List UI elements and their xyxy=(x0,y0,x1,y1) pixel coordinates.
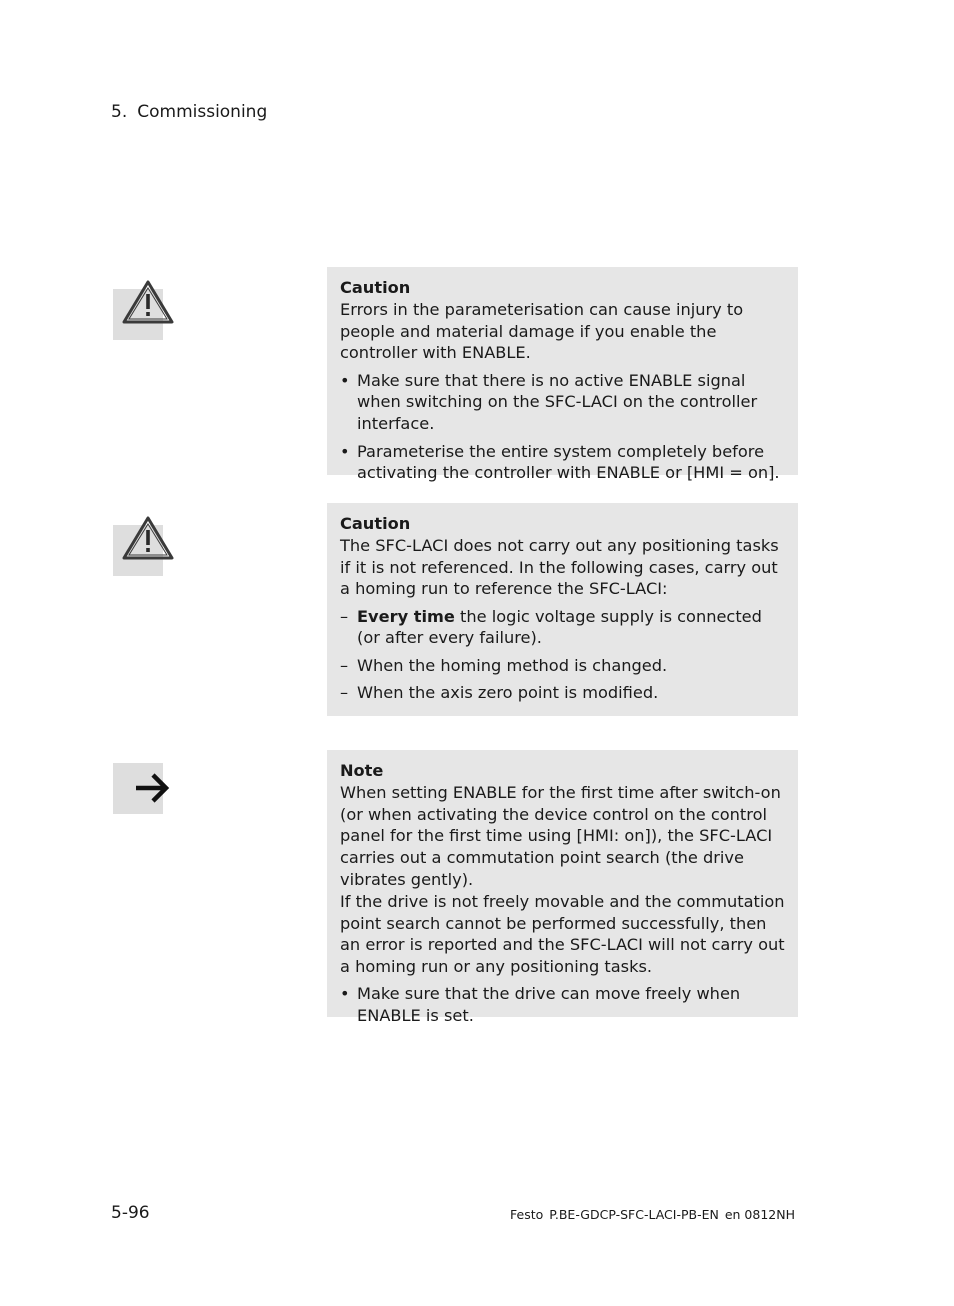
caution-title: Caution xyxy=(340,514,411,533)
dash-mark: – xyxy=(340,606,349,626)
chapter-number: 5. xyxy=(111,102,128,122)
list-item xyxy=(340,682,786,704)
list-item xyxy=(340,370,786,435)
warning-triangle-icon xyxy=(122,515,174,561)
caution-text: Errors in the parameterisation can cause injury to people and material damage if you enable the controller with ENABLE. xyxy=(340,299,744,363)
list-item xyxy=(340,655,786,677)
list-item-text: When the homing method is changed. xyxy=(357,655,668,675)
list-item xyxy=(340,606,786,650)
note-text: When setting ENABLE for the first time after switch-on (or when activating the device control on the control panel for the first time using [HMI: on]), the SFC-LACI carries out a commutation point search (the drive vibrates gently). xyxy=(340,782,781,889)
note-icon-box xyxy=(113,763,163,814)
page-number: 5-96 xyxy=(111,1203,150,1223)
warning-icon-box xyxy=(113,525,163,576)
list-item-text: Parameterise the entire system completely before activating the controller with ENABLE or [HMI = on]. xyxy=(357,441,780,483)
bullet-mark: • xyxy=(340,984,350,1004)
bullet-mark: • xyxy=(340,441,350,461)
list-item-text: When the axis zero point is modified. xyxy=(357,683,659,703)
note-text-2: If the drive is not freely movable and the commutation point search cannot be performed successfully, then an error is reported and the SFC-LACI will not carry out a homing run or any positioning tasks. xyxy=(340,891,785,977)
caution-text: The SFC-LACI does not carry out any positioning tasks if it is not referenced. In the following cases, carry out a homing run to reference the SFC-LACI: xyxy=(340,535,779,599)
chapter-title: Commissioning xyxy=(137,102,268,122)
caution-box-referencing xyxy=(327,503,798,716)
dash-mark: – xyxy=(340,683,349,703)
company-name: Festo xyxy=(510,1207,544,1222)
list-item-text: the logic voltage supply is connected (or after every failure). xyxy=(357,606,762,648)
document-footer xyxy=(510,1207,795,1222)
list-item-text: Make sure that the drive can move freely when ENABLE is set. xyxy=(357,984,741,1026)
caution-list xyxy=(340,370,786,484)
note-title: Note xyxy=(340,761,384,780)
warning-triangle-icon xyxy=(122,279,174,325)
list-item xyxy=(340,983,788,1027)
edition: en 0812NH xyxy=(724,1207,795,1222)
bullet-mark: • xyxy=(340,370,350,390)
dash-mark: – xyxy=(340,655,349,675)
chapter-header xyxy=(111,102,267,122)
note-list xyxy=(340,983,788,1027)
list-item xyxy=(340,441,786,485)
list-item-text: Make sure that there is no active ENABLE signal when switching on the SFC-LACI on the controller interface. xyxy=(357,370,758,434)
note-box-enable xyxy=(327,750,798,1026)
caution-title: Caution xyxy=(340,278,411,297)
warning-icon-box xyxy=(113,289,163,340)
caution-box-parameterisation xyxy=(327,267,798,483)
arrow-right-icon xyxy=(133,771,171,805)
list-item-emphasis: Every time xyxy=(357,606,455,626)
document-id: P.BE-GDCP-SFC-LACI-PB-EN xyxy=(549,1207,719,1222)
caution-list xyxy=(340,606,786,704)
